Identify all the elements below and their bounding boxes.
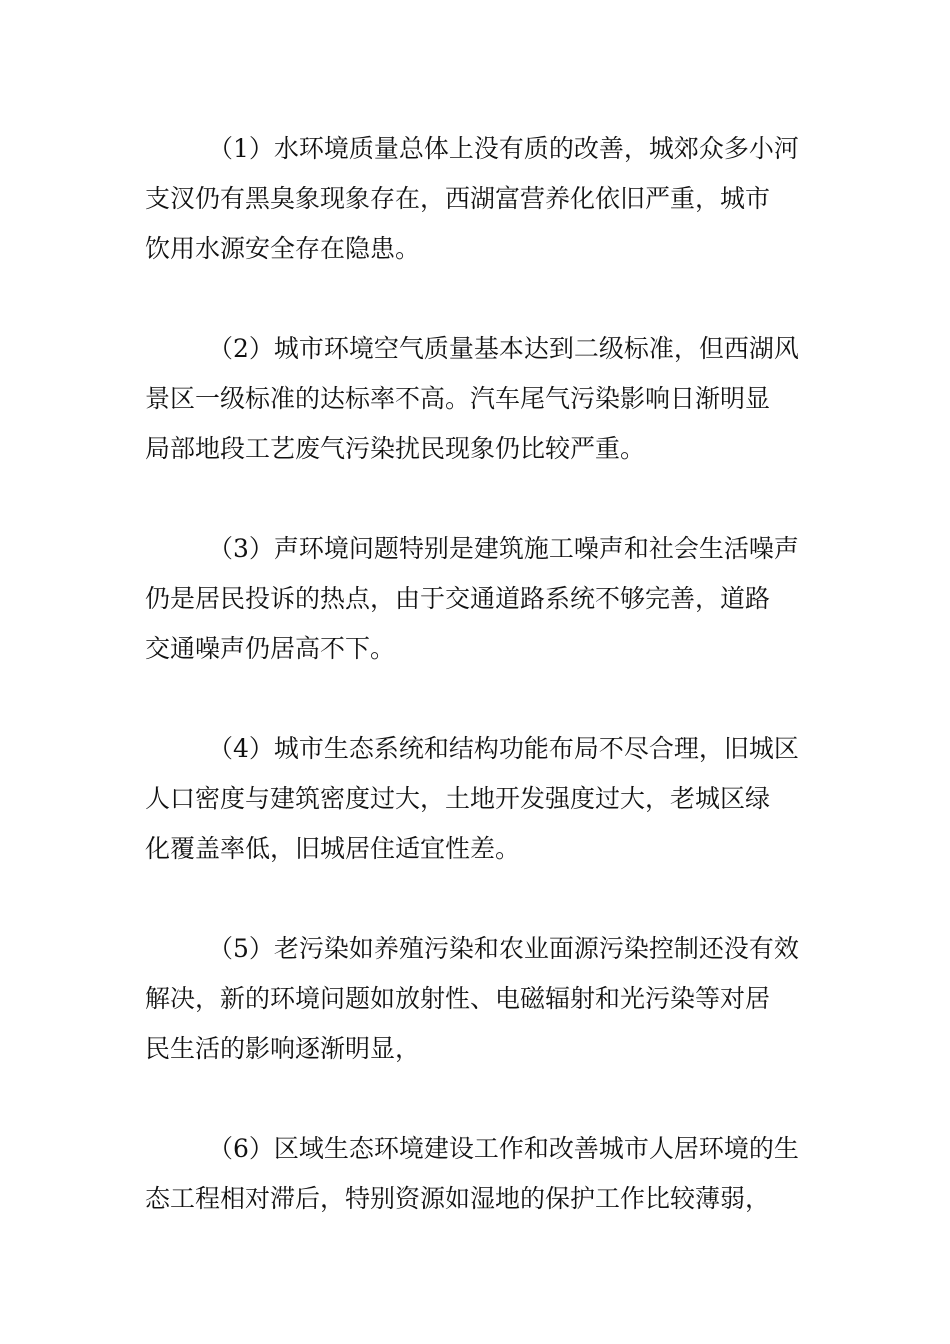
paragraph-line: （2）城市环境空气质量基本达到二级标准，但西湖风 bbox=[208, 334, 799, 363]
paragraph-line: 饮用水源安全存在隐患。 bbox=[145, 234, 421, 263]
paragraph-line: （3）声环境问题特别是建筑施工噪声和社会生活噪声 bbox=[208, 534, 799, 563]
paragraph-line: 化覆盖率低，旧城居住适宜性差。 bbox=[145, 834, 521, 863]
paragraph-5 bbox=[145, 924, 810, 1074]
paragraph-6 bbox=[145, 1124, 810, 1224]
paragraph-line: 交通噪声仍居高不下。 bbox=[145, 634, 396, 663]
paragraph-line: 人口密度与建筑密度过大，土地开发强度过大，老城区绿 bbox=[145, 784, 771, 813]
paragraph-line: 景区一级标准的达标率不高。汽车尾气污染影响日渐明显 bbox=[145, 384, 771, 413]
paragraph-line: （1）水环境质量总体上没有质的改善，城郊众多小河 bbox=[208, 134, 799, 163]
paragraph-line: 支汊仍有黑臭象现象存在，西湖富营养化依旧严重，城市 bbox=[145, 184, 771, 213]
paragraph-line: 仍是居民投诉的热点，由于交通道路系统不够完善，道路 bbox=[145, 584, 771, 613]
paragraph-1 bbox=[145, 124, 810, 274]
paragraph-line: （5）老污染如养殖污染和农业面源污染控制还没有效 bbox=[208, 934, 799, 963]
paragraph-line: 民生活的影响逐渐明显， bbox=[145, 1034, 421, 1063]
paragraph-line: （6）区域生态环境建设工作和改善城市人居环境的生 bbox=[208, 1134, 799, 1163]
paragraph-4 bbox=[145, 724, 810, 874]
paragraph-line: 解决，新的环境问题如放射性、电磁辐射和光污染等对居 bbox=[145, 984, 771, 1013]
paragraph-3 bbox=[145, 524, 810, 674]
paragraph-line: 态工程相对滞后，特别资源如湿地的保护工作比较薄弱， bbox=[145, 1184, 771, 1213]
paragraph-line: （4）城市生态系统和结构功能布局不尽合理，旧城区 bbox=[208, 734, 799, 763]
paragraph-line: 局部地段工艺废气污染扰民现象仍比较严重。 bbox=[145, 434, 646, 463]
paragraph-2 bbox=[145, 324, 810, 474]
